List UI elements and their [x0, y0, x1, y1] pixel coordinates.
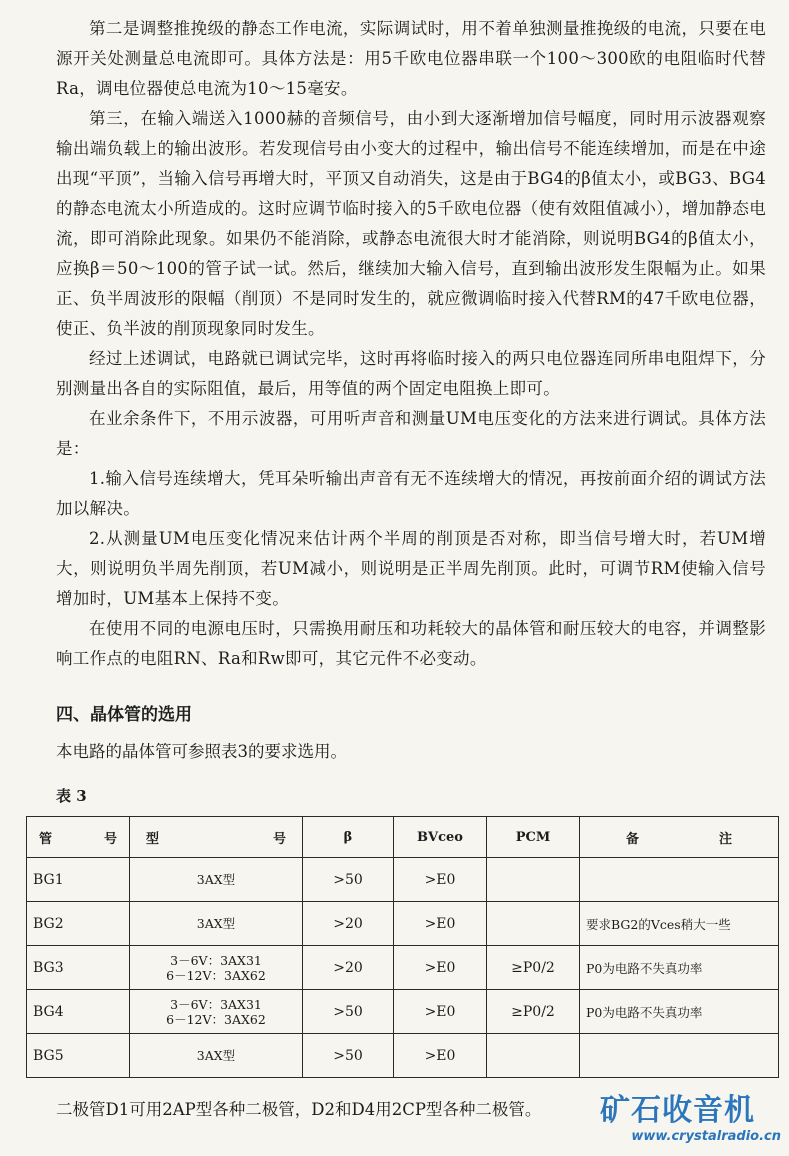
cell-beta: >20: [303, 946, 394, 990]
header-pcm: PCM: [487, 817, 580, 858]
cell-bvceo: >E0: [394, 858, 487, 902]
header-note: [580, 817, 779, 858]
cell-pipe: BG3: [27, 946, 130, 990]
cell-pipe: BG5: [27, 1034, 130, 1078]
transistor-table: [26, 816, 779, 1078]
table-title: 表 3: [56, 787, 87, 805]
table-header-row: [27, 817, 779, 858]
cell-type: [130, 858, 303, 902]
header-beta: β: [303, 817, 394, 858]
cell-type: [130, 902, 303, 946]
cell-note: [580, 1034, 779, 1078]
cell-type: [130, 946, 303, 990]
header-type: [130, 817, 303, 858]
cell-bvceo: >E0: [394, 990, 487, 1034]
watermark-title: 矿石收音机: [600, 1093, 755, 1128]
cell-note: P0为电路不失真功率: [580, 990, 779, 1034]
cell-type-line1: 3AX型: [196, 1048, 236, 1063]
cell-pipe: BG2: [27, 902, 130, 946]
paragraph-3: 经过上述调试，电路就已调试完毕，这时再将临时接入的两只电位器连同所串电阻焊下，分别测量出各自的实际阻值，最后，用等值的两个固定电阻换上即可。: [56, 349, 766, 398]
cell-note: P0为电路不失真功率: [580, 946, 779, 990]
cell-type-line1: 3－6V：3AX31: [170, 952, 262, 968]
table-row: [27, 1034, 779, 1078]
table-row: [27, 902, 779, 946]
cell-bvceo: >E0: [394, 946, 487, 990]
cell-pcm: ≥P0/2: [487, 990, 580, 1034]
header-note-a: 备: [625, 831, 639, 847]
cell-beta: >50: [303, 858, 394, 902]
paragraph-6: 2.从测量UM电压变化情况来估计两个半周的削顶是否对称，即当信号增大时，若UM增大，则说明负半周先削顶，若UM减小，则说明是正半周先削顶。此时，可调节RM使输入信号增加时，UM基本上保持不变。: [56, 529, 766, 608]
cell-beta: >50: [303, 1034, 394, 1078]
header-note-b: 注: [718, 831, 732, 847]
cell-beta: >50: [303, 990, 394, 1034]
table-row: [27, 858, 779, 902]
cell-beta: >20: [303, 902, 394, 946]
footer-diode-text: 二极管D1可用2AP型各种二极管，D2和D4用2CP型各种二极管。: [56, 1100, 542, 1119]
cell-pcm: [487, 902, 580, 946]
watermark-logo: [600, 1094, 789, 1154]
header-bvceo: BVceo: [394, 817, 487, 858]
cell-note: 要求BG2的Vces稍大一些: [580, 902, 779, 946]
cell-type-line1: 3AX型: [196, 872, 236, 887]
cell-note: [580, 858, 779, 902]
paragraph-2: 第三，在输入端送入1000赫的音频信号，由小到大逐渐增加信号幅度，同时用示波器观察输出端负载上的输出波形。若发现信号由小变大的过程中，输出信号不能连续增加，而是在中途出现“平顶”，当输入信号再增大时，平顶又自动消失，这是由于BG4的β值太小，或BG3、BG4的静态电流太小所造成的。这时应调节临时接入的5千欧电位器（使有效阻值减小），增加静态电流，即可消除此现象。如果仍不能消除，或静态电流很大时才能消除，则说明BG4的β值太小，应换β＝50～100的管子试一试。然后，继续加大输入信号，直到输出波形发生限幅为止。如果正、负半周波形的限幅（削顶）不是同时发生的，就应微调临时接入代替RM的47千欧电位器，使正、负半波的削顶现象同时发生。: [56, 109, 766, 338]
paragraph-7: 在使用不同的电源电压时，只需换用耐压和功耗较大的晶体管和耐压较大的电容，并调整影响工作点的电阻RN、Ra和Rw即可，其它元件不必变动。: [56, 619, 766, 668]
cell-bvceo: >E0: [394, 902, 487, 946]
cell-pcm: [487, 858, 580, 902]
section-heading: 四、晶体管的选用: [56, 705, 192, 725]
header-pipe-a: 管: [39, 831, 53, 847]
header-pipe-b: 号: [103, 831, 117, 847]
cell-pcm: ≥P0/2: [487, 946, 580, 990]
cell-type-line2: 6－12V：3AX62: [166, 967, 266, 983]
table-row: [27, 990, 779, 1034]
cell-type: [130, 990, 303, 1034]
cell-type-line1: 3AX型: [196, 916, 236, 931]
cell-pipe: BG1: [27, 858, 130, 902]
cell-pcm: [487, 1034, 580, 1078]
paragraph-5: 1.输入信号连续增大，凭耳朵听输出声音有无不连续增大的情况，再按前面介绍的调试方法加以解决。: [56, 469, 766, 518]
paragraph-1: 第二是调整推挽级的静态工作电流，实际调试时，用不着单独测量推挽级的电流，只要在电源开关处测量总电流即可。具体方法是：用5千欧电位器串联一个100～300欧的电阻临时代替Ra，调电位器使总电流为10～15毫安。: [56, 19, 766, 98]
section-intro: 本电路的晶体管可参照表3的要求选用。: [56, 742, 347, 761]
cell-pipe: BG4: [27, 990, 130, 1034]
watermark-url: www.crystalradio.cn: [631, 1129, 781, 1144]
paragraph-4: 在业余条件下，不用示波器，可用听声音和测量UM电压变化的方法来进行调试。具体方法是：: [56, 409, 766, 458]
cell-type-line2: 6－12V：3AX62: [166, 1011, 266, 1027]
cell-type-line1: 3－6V：3AX31: [170, 996, 262, 1012]
cell-bvceo: >E0: [394, 1034, 487, 1078]
header-type-b: 号: [272, 831, 286, 847]
header-type-a: 型: [146, 831, 160, 847]
header-pipe: [27, 817, 130, 858]
cell-type: [130, 1034, 303, 1078]
table-row: [27, 946, 779, 990]
